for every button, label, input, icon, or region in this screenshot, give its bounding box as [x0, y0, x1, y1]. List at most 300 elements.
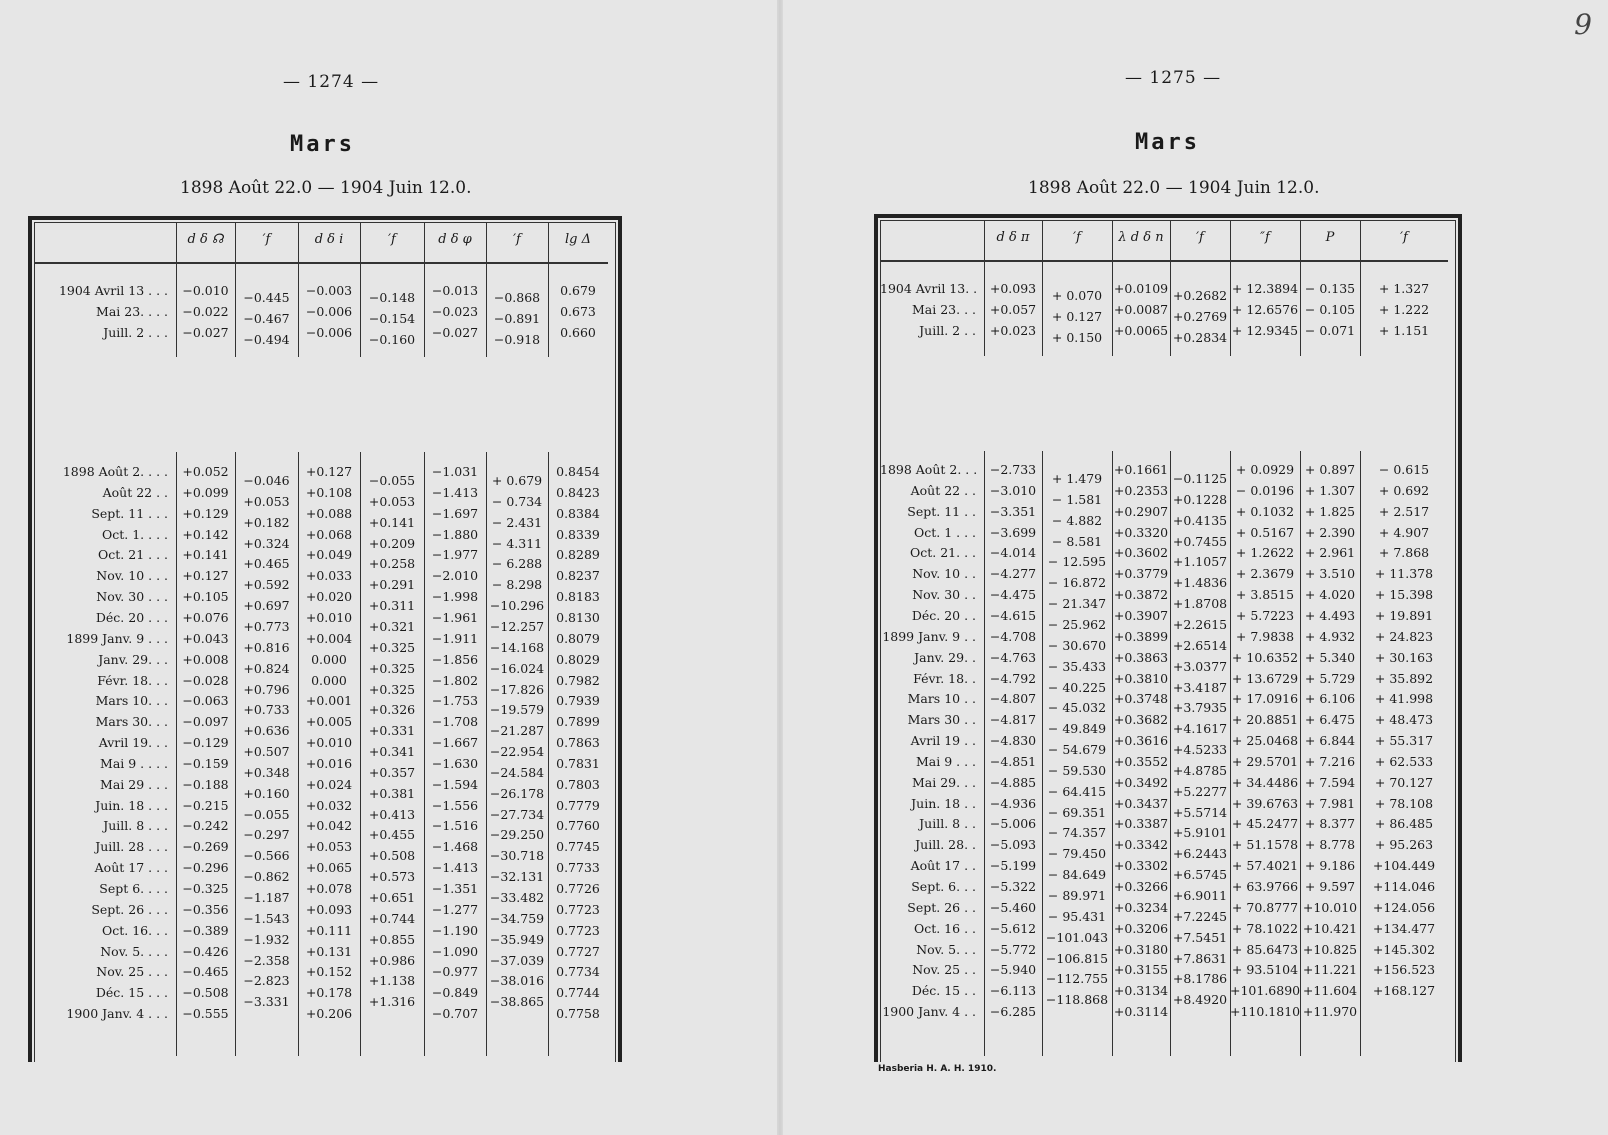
- table-cell: +101.6890: [1230, 983, 1301, 999]
- table-cell: +0.7455: [1172, 533, 1228, 549]
- table-cell: + 30.163: [1374, 649, 1434, 665]
- column-rule: [360, 222, 361, 1056]
- table-cell: +0.053: [305, 839, 353, 855]
- table-cell: +0.3552: [1113, 753, 1169, 769]
- table-cell: +0.3492: [1113, 774, 1169, 790]
- table-cell: −3.010: [989, 482, 1037, 498]
- table-cell: + 11.378: [1374, 566, 1434, 582]
- table-cell: +0.160: [243, 785, 290, 801]
- row-date: Oct. 16. . .: [102, 922, 168, 938]
- table-cell: −0.148: [368, 290, 416, 305]
- table-cell: +3.0377: [1172, 658, 1228, 674]
- row-date: Mars 10. . .: [95, 693, 168, 709]
- table-cell: − 21.347: [1047, 596, 1107, 612]
- table-cell: −0.868: [493, 290, 541, 305]
- table-cell: 0.8289: [556, 547, 600, 563]
- table-cell: +0.3180: [1113, 941, 1169, 957]
- table-cell: +4.8785: [1172, 762, 1228, 778]
- table-cell: + 1.151: [1378, 323, 1430, 338]
- table-cell: +0.3602: [1113, 545, 1169, 561]
- row-date: Oct. 21 . . .: [98, 547, 168, 563]
- table-cell: −0.707: [431, 1006, 479, 1022]
- table-cell: + 9.597: [1304, 879, 1356, 894]
- table-cell: +0.413: [368, 806, 416, 822]
- table-cell: +8.4920: [1172, 992, 1228, 1008]
- table-cell: − 84.649: [1047, 867, 1107, 883]
- table-cell: +10.010: [1302, 899, 1358, 915]
- table-cell: − 0.071: [1304, 323, 1356, 338]
- table-cell: 0.7744: [556, 985, 600, 1001]
- row-date: Janv. 29. . .: [98, 651, 168, 667]
- table-cell: +134.477: [1372, 920, 1436, 936]
- table-cell: −35.949: [489, 931, 545, 947]
- table-cell: +0.796: [243, 681, 290, 697]
- page-subtitle: 1898 Août 22.0 — 1904 Juin 12.0.: [1028, 178, 1320, 198]
- table-cell: + 20.8851: [1231, 712, 1299, 728]
- table-cell: −3.331: [243, 994, 290, 1010]
- row-date: Oct. 1 . . .: [913, 524, 976, 540]
- table-cell: −106.815: [1045, 950, 1109, 966]
- table-cell: +0.325: [368, 681, 416, 697]
- table-cell: −5.612: [989, 920, 1037, 936]
- table-cell: −29.250: [489, 827, 545, 843]
- table-cell: +0.321: [368, 618, 416, 634]
- row-date: Mai 23. . .: [912, 302, 976, 317]
- row-date: Nov. 5. . .: [916, 941, 976, 957]
- table-cell: + 48.473: [1374, 712, 1434, 728]
- table-cell: 0.8339: [556, 526, 600, 542]
- table-cell: + 0.897: [1304, 462, 1356, 477]
- table-cell: + 12.3894: [1231, 281, 1299, 296]
- table-cell: +5.9101: [1172, 825, 1228, 841]
- row-date: 1899 Janv. 9 . . .: [66, 630, 168, 646]
- table-cell: + 7.868: [1378, 545, 1430, 561]
- table-cell: +0.152: [305, 964, 353, 980]
- table-cell: 0.8454: [556, 464, 600, 479]
- table-cell: + 3.510: [1304, 566, 1356, 582]
- table-cell: −38.016: [489, 973, 545, 989]
- table-cell: +1.138: [368, 973, 416, 989]
- table-cell: −0.356: [182, 901, 229, 917]
- table-cell: 0.7734: [556, 964, 600, 980]
- table-cell: + 7.216: [1304, 753, 1356, 769]
- row-date: 1900 Janv. 4 . .: [882, 1004, 976, 1020]
- table-cell: +0.004: [305, 630, 353, 646]
- table-cell: +6.2443: [1172, 846, 1228, 862]
- table-cell: +0.291: [368, 577, 416, 593]
- table-cell: −17.826: [489, 681, 545, 697]
- table-cell: +0.348: [243, 764, 290, 780]
- page-title: Mars: [1135, 130, 1200, 155]
- row-date: Nov. 5. . . .: [100, 943, 168, 959]
- table-cell: −0.063: [182, 693, 229, 709]
- table-cell: − 49.849: [1047, 721, 1107, 737]
- row-date: Avril 19 . .: [910, 733, 976, 749]
- table-cell: +0.455: [368, 827, 416, 843]
- table-cell: −0.555: [182, 1006, 229, 1022]
- table-cell: + 2.390: [1304, 524, 1356, 540]
- table-cell: −38.865: [489, 994, 545, 1010]
- table-cell: +0.042: [305, 818, 353, 834]
- table-cell: −1.594: [431, 776, 479, 792]
- table-cell: + 7.981: [1304, 795, 1356, 811]
- table-cell: −16.024: [489, 660, 545, 676]
- table-cell: +2.6514: [1172, 637, 1228, 653]
- table-cell: +0.3114: [1113, 1004, 1169, 1020]
- table-cell: + 85.6473: [1231, 941, 1299, 957]
- table-cell: + 55.317: [1374, 733, 1434, 749]
- column-rule: [235, 222, 236, 1056]
- page-title: Mars: [290, 132, 355, 157]
- table-cell: +0.324: [243, 535, 290, 551]
- table-cell: +0.3863: [1113, 649, 1169, 665]
- table-cell: + 24.823: [1374, 628, 1434, 644]
- row-date: 1898 Août 2. . . .: [62, 464, 168, 479]
- table-cell: −0.465: [182, 964, 229, 980]
- table-cell: +0.3748: [1113, 691, 1169, 707]
- section-gap: [884, 356, 1444, 451]
- table-cell: + 70.8777: [1231, 899, 1299, 915]
- corner-mark: 9: [1574, 8, 1592, 41]
- table-cell: +10.421: [1302, 920, 1358, 936]
- row-date: 1904 Avril 13 . . .: [58, 283, 168, 298]
- table-cell: 0.8130: [556, 609, 600, 625]
- table-cell: 0.7982: [556, 672, 600, 688]
- row-date: 1899 Janv. 9 . .: [882, 628, 976, 644]
- table-cell: + 35.892: [1374, 670, 1434, 686]
- table-cell: −0.849: [431, 985, 479, 1001]
- table-cell: +0.049: [305, 547, 353, 563]
- column-rule: [486, 222, 487, 1056]
- table-cell: +0.636: [243, 723, 290, 739]
- table-cell: −33.482: [489, 890, 545, 905]
- table-cell: 0.7863: [556, 735, 600, 751]
- table-cell: −1.998: [431, 589, 479, 605]
- table-cell: +11.221: [1302, 962, 1358, 978]
- table-cell: + 6.844: [1304, 733, 1356, 749]
- table-cell: + 0.679: [491, 473, 543, 488]
- row-date: Avril 19. . .: [98, 735, 168, 751]
- table-cell: −1.516: [431, 818, 479, 834]
- table-cell: +110.1810: [1230, 1004, 1301, 1020]
- table-cell: +1.8708: [1172, 596, 1228, 612]
- table-cell: 0.7803: [556, 776, 600, 792]
- table-cell: −4.885: [989, 774, 1037, 790]
- table-cell: 0.7899: [556, 714, 600, 730]
- table-cell: +4.1617: [1172, 721, 1228, 737]
- row-date: Juill. 28. .: [915, 837, 976, 853]
- table-cell: −1.556: [431, 797, 479, 813]
- table-cell: −0.297: [243, 827, 290, 843]
- table-cell: 0.679: [560, 283, 596, 298]
- table-cell: − 30.670: [1047, 637, 1107, 653]
- table-cell: − 74.357: [1047, 825, 1107, 841]
- table-cell: +0.3342: [1113, 837, 1169, 853]
- table-cell: −1.932: [243, 931, 290, 947]
- table-cell: −0.508: [182, 985, 229, 1001]
- table-cell: +0.076: [182, 609, 229, 625]
- table-cell: −24.584: [489, 764, 545, 780]
- table-cell: − 25.962: [1047, 616, 1107, 632]
- table-cell: −0.269: [182, 839, 229, 855]
- table-cell: −0.566: [243, 848, 290, 864]
- table-cell: − 12.595: [1047, 554, 1107, 570]
- table-cell: +0.111: [305, 922, 353, 938]
- table-cell: −4.014: [989, 545, 1037, 561]
- row-date: Mars 10 . .: [907, 691, 976, 707]
- row-date: Févr. 18. . .: [97, 672, 168, 688]
- table-cell: − 8.298: [491, 577, 543, 593]
- table-cell: +145.302: [1372, 941, 1436, 957]
- table-cell: +0.311: [368, 598, 416, 614]
- table-cell: +0.3320: [1113, 524, 1169, 540]
- row-date: Nov. 25 . . .: [96, 964, 168, 980]
- row-date: Oct. 21. . .: [910, 545, 976, 561]
- table-cell: −22.954: [489, 744, 545, 760]
- table-cell: − 64.415: [1047, 783, 1107, 799]
- table-cell: 0.8029: [556, 651, 600, 667]
- table-cell: +0.127: [182, 568, 229, 584]
- table-cell: −0.467: [243, 311, 290, 326]
- table-cell: −4.615: [989, 607, 1037, 623]
- table-cell: + 1.307: [1304, 482, 1356, 498]
- table-cell: +0.065: [305, 860, 353, 876]
- table-cell: +7.8631: [1172, 950, 1228, 966]
- table-cell: 0.8183: [556, 589, 600, 605]
- row-date: Oct. 16 . .: [913, 920, 976, 936]
- table-cell: 0.8237: [556, 568, 600, 584]
- right-page: [780, 0, 1608, 1135]
- row-date: Mai 29. . .: [912, 774, 976, 790]
- table-cell: +1.4836: [1172, 575, 1228, 591]
- table-cell: −37.039: [489, 952, 545, 968]
- left-page: [0, 0, 780, 1135]
- table-cell: +0.326: [368, 702, 416, 718]
- table-cell: 0.7831: [556, 755, 600, 771]
- table-cell: −3.699: [989, 524, 1037, 540]
- table-cell: +3.4187: [1172, 679, 1228, 695]
- column-header: ″f: [1260, 230, 1270, 245]
- table-cell: −5.006: [989, 816, 1037, 832]
- table-cell: − 35.433: [1047, 658, 1107, 674]
- table-cell: +0.651: [368, 890, 416, 905]
- table-cell: −5.093: [989, 837, 1037, 853]
- table-cell: +0.052: [182, 464, 229, 479]
- table-cell: −1.543: [243, 910, 290, 926]
- table-cell: − 54.679: [1047, 742, 1107, 758]
- table-cell: +0.016: [305, 755, 353, 771]
- table-cell: −1.856: [431, 651, 479, 667]
- table-cell: +0.3907: [1113, 607, 1169, 623]
- table-cell: +7.2245: [1172, 908, 1228, 924]
- table-cell: −118.868: [1045, 992, 1109, 1008]
- table-cell: +0.325: [368, 639, 416, 655]
- table-cell: −2.733: [989, 462, 1037, 477]
- table-cell: + 2.517: [1378, 503, 1430, 519]
- table-cell: −0.013: [431, 283, 479, 298]
- table-cell: +0.816: [243, 639, 290, 655]
- row-date: Juill. 8 . .: [919, 816, 976, 832]
- table-cell: −0.022: [182, 304, 229, 319]
- table-cell: + 0.070: [1051, 288, 1103, 303]
- table-cell: −5.940: [989, 962, 1037, 978]
- table-cell: +0.010: [305, 735, 353, 751]
- row-date: Août 17 . .: [910, 858, 976, 874]
- table-cell: −0.006: [305, 325, 353, 340]
- table-cell: +0.043: [182, 630, 229, 646]
- table-cell: − 0.615: [1378, 462, 1430, 477]
- table-cell: + 15.398: [1374, 587, 1434, 603]
- column-header: ′f: [1196, 230, 1204, 245]
- row-date: Mars 30 . .: [907, 712, 976, 728]
- table-cell: + 6.106: [1304, 691, 1356, 707]
- table-cell: −0.977: [431, 964, 479, 980]
- table-cell: + 4.020: [1304, 587, 1356, 603]
- table-cell: 0.8423: [556, 484, 600, 500]
- table-cell: −4.792: [989, 670, 1037, 686]
- table-cell: − 40.225: [1047, 679, 1107, 695]
- table-cell: +0.141: [182, 547, 229, 563]
- table-cell: −0.003: [305, 283, 353, 298]
- table-cell: + 86.485: [1374, 816, 1434, 832]
- table-cell: +0.001: [305, 693, 353, 709]
- column-header: d δ π: [996, 230, 1030, 245]
- table-cell: +0.0065: [1113, 323, 1169, 338]
- table-cell: −1.802: [431, 672, 479, 688]
- table-cell: −1.977: [431, 547, 479, 563]
- table-cell: − 16.872: [1047, 575, 1107, 591]
- table-cell: −0.055: [368, 473, 416, 488]
- table-cell: −1.413: [431, 484, 479, 500]
- table-cell: +0.024: [305, 776, 353, 792]
- table-cell: −6.113: [989, 983, 1037, 999]
- table-cell: 0.7779: [556, 797, 600, 813]
- table-cell: −27.734: [489, 806, 545, 822]
- table-cell: + 9.186: [1304, 858, 1356, 874]
- table-cell: +0.1661: [1113, 462, 1169, 477]
- table-cell: −6.285: [989, 1004, 1037, 1020]
- table-cell: +0.108: [305, 484, 353, 500]
- table-cell: + 1.479: [1051, 471, 1103, 486]
- table-cell: +2.2615: [1172, 616, 1228, 632]
- table-cell: +0.3810: [1113, 670, 1169, 686]
- table-cell: − 95.431: [1047, 908, 1107, 924]
- table-cell: +0.2769: [1172, 309, 1228, 324]
- table-cell: 0.7733: [556, 860, 600, 876]
- column-header: P: [1325, 230, 1335, 245]
- table-cell: −4.475: [989, 587, 1037, 603]
- page-number: — 1275 —: [1125, 68, 1222, 88]
- table-cell: 0.7760: [556, 818, 600, 834]
- table-cell: −101.043: [1045, 929, 1109, 945]
- row-date: Mai 29 . . .: [100, 776, 168, 792]
- table-cell: + 0.127: [1051, 309, 1103, 324]
- table-cell: − 1.581: [1051, 491, 1103, 507]
- row-date: Juin. 18 . .: [911, 795, 976, 811]
- table-cell: −1.351: [431, 881, 479, 896]
- table-cell: +0.3682: [1113, 712, 1169, 728]
- table-cell: −1.708: [431, 714, 479, 730]
- table-cell: + 19.891: [1374, 607, 1434, 623]
- table-cell: + 63.9766: [1231, 879, 1299, 894]
- table-cell: +4.5233: [1172, 742, 1228, 758]
- table-cell: + 13.6729: [1231, 670, 1299, 686]
- table-cell: −0.159: [182, 755, 229, 771]
- table-cell: −5.460: [989, 899, 1037, 915]
- table-cell: −2.358: [243, 952, 290, 968]
- table-cell: −0.242: [182, 818, 229, 834]
- table-cell: +0.3266: [1113, 879, 1169, 894]
- table-cell: −0.426: [182, 943, 229, 959]
- table-cell: −4.936: [989, 795, 1037, 811]
- table-cell: −1.961: [431, 609, 479, 625]
- table-cell: +6.9011: [1172, 888, 1228, 903]
- row-date: Févr. 18. .: [913, 670, 976, 686]
- table-cell: − 0.105: [1304, 302, 1356, 317]
- column-header: d δ ☊: [187, 232, 224, 247]
- row-date: Déc. 15 . . .: [95, 985, 168, 1001]
- table-cell: +0.3387: [1113, 816, 1169, 832]
- table-cell: + 1.2622: [1235, 545, 1295, 561]
- table-cell: +0.3206: [1113, 920, 1169, 936]
- table-cell: −3.351: [989, 503, 1037, 519]
- table-cell: + 0.692: [1378, 482, 1430, 498]
- table-cell: −0.027: [182, 325, 229, 340]
- table-cell: +0.131: [305, 943, 353, 959]
- table-cell: +0.986: [368, 952, 416, 968]
- row-date: Août 17 . . .: [94, 860, 168, 876]
- table-cell: + 0.150: [1051, 330, 1103, 345]
- table-cell: −0.891: [493, 311, 541, 326]
- table-cell: −2.823: [243, 973, 290, 989]
- table-cell: −5.322: [989, 879, 1037, 894]
- table-cell: −0.028: [182, 672, 229, 688]
- table-cell: −1.880: [431, 526, 479, 542]
- table-cell: −1.090: [431, 943, 479, 959]
- table-cell: +0.008: [182, 651, 229, 667]
- table-cell: +0.341: [368, 744, 416, 760]
- table-cell: +0.127: [305, 464, 353, 479]
- table-cell: +0.178: [305, 985, 353, 1001]
- table-cell: −0.046: [243, 473, 290, 488]
- table-cell: + 3.8515: [1235, 587, 1295, 603]
- table-cell: −5.199: [989, 858, 1037, 874]
- table-cell: −0.445: [243, 290, 290, 305]
- row-date: Juin. 18 . . .: [95, 797, 168, 813]
- table-cell: −12.257: [489, 618, 545, 634]
- table-cell: − 0.135: [1304, 281, 1356, 296]
- table-cell: + 0.0929: [1235, 462, 1295, 477]
- table-cell: −1.753: [431, 693, 479, 709]
- table-cell: −32.131: [489, 869, 545, 885]
- row-date: Juill. 2 . . .: [103, 325, 168, 340]
- table-cell: −0.188: [182, 776, 229, 792]
- row-date: Mars 30. . .: [95, 714, 168, 730]
- table-cell: +0.129: [182, 505, 229, 521]
- table-cell: + 5.729: [1304, 670, 1356, 686]
- table-cell: −1.630: [431, 755, 479, 771]
- table-cell: +0.3899: [1113, 628, 1169, 644]
- table-cell: −0.055: [243, 806, 290, 822]
- table-cell: +0.010: [305, 609, 353, 625]
- table-cell: + 1.222: [1378, 302, 1430, 317]
- table-cell: 0.7723: [556, 922, 600, 938]
- page-number: — 1274 —: [283, 72, 380, 92]
- table-cell: 0.7745: [556, 839, 600, 855]
- table-cell: − 6.288: [491, 556, 543, 572]
- row-date: Déc. 15 . .: [911, 983, 976, 999]
- table-cell: + 57.4021: [1231, 858, 1299, 874]
